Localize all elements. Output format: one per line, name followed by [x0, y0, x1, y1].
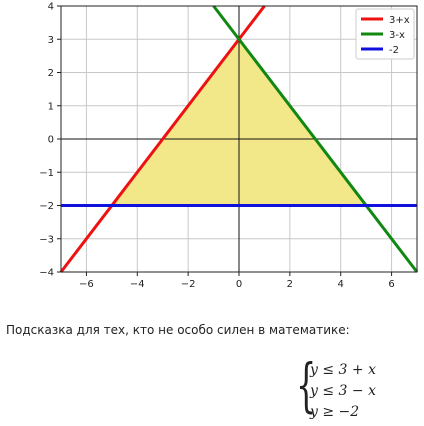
legend-label-minus2: -2	[389, 45, 399, 56]
y-ticks	[39, 2, 61, 279]
x-tick-label: −4	[129, 279, 145, 290]
y-tick-label: 3	[47, 34, 54, 46]
y-tick-label: −1	[39, 167, 54, 179]
x-ticks	[79, 272, 395, 290]
y-tick-label: −2	[39, 201, 54, 212]
x-tick-label: 4	[337, 279, 344, 290]
x-tick-label: 6	[388, 279, 395, 290]
system-equations	[310, 360, 376, 423]
system-brace: {	[296, 351, 317, 419]
x-tick-label: −2	[180, 279, 196, 290]
equation-1: y ≤ 3 + x	[310, 362, 376, 378]
y-tick-label: 0	[47, 134, 54, 146]
equation-2: y ≤ 3 − x	[310, 383, 376, 399]
x-tick-label: 0	[235, 279, 243, 290]
equation-3: y ≥ −2	[310, 404, 360, 420]
x-tick-label: 2	[286, 279, 294, 290]
y-tick-label: −4	[39, 267, 54, 279]
y-tick-label: 1	[47, 101, 54, 113]
x-tick-label: −6	[79, 279, 94, 290]
y-tick-label: 2	[47, 68, 54, 79]
legend	[356, 9, 414, 59]
legend-label-3plusx: 3+x	[389, 15, 410, 26]
hint-text: Подсказка для тех, кто не особо силен в математике:	[6, 323, 350, 337]
y-tick-label: 4	[47, 1, 54, 13]
legend-label-3minusx: 3-x	[389, 30, 405, 41]
y-tick-label: −3	[39, 234, 54, 246]
